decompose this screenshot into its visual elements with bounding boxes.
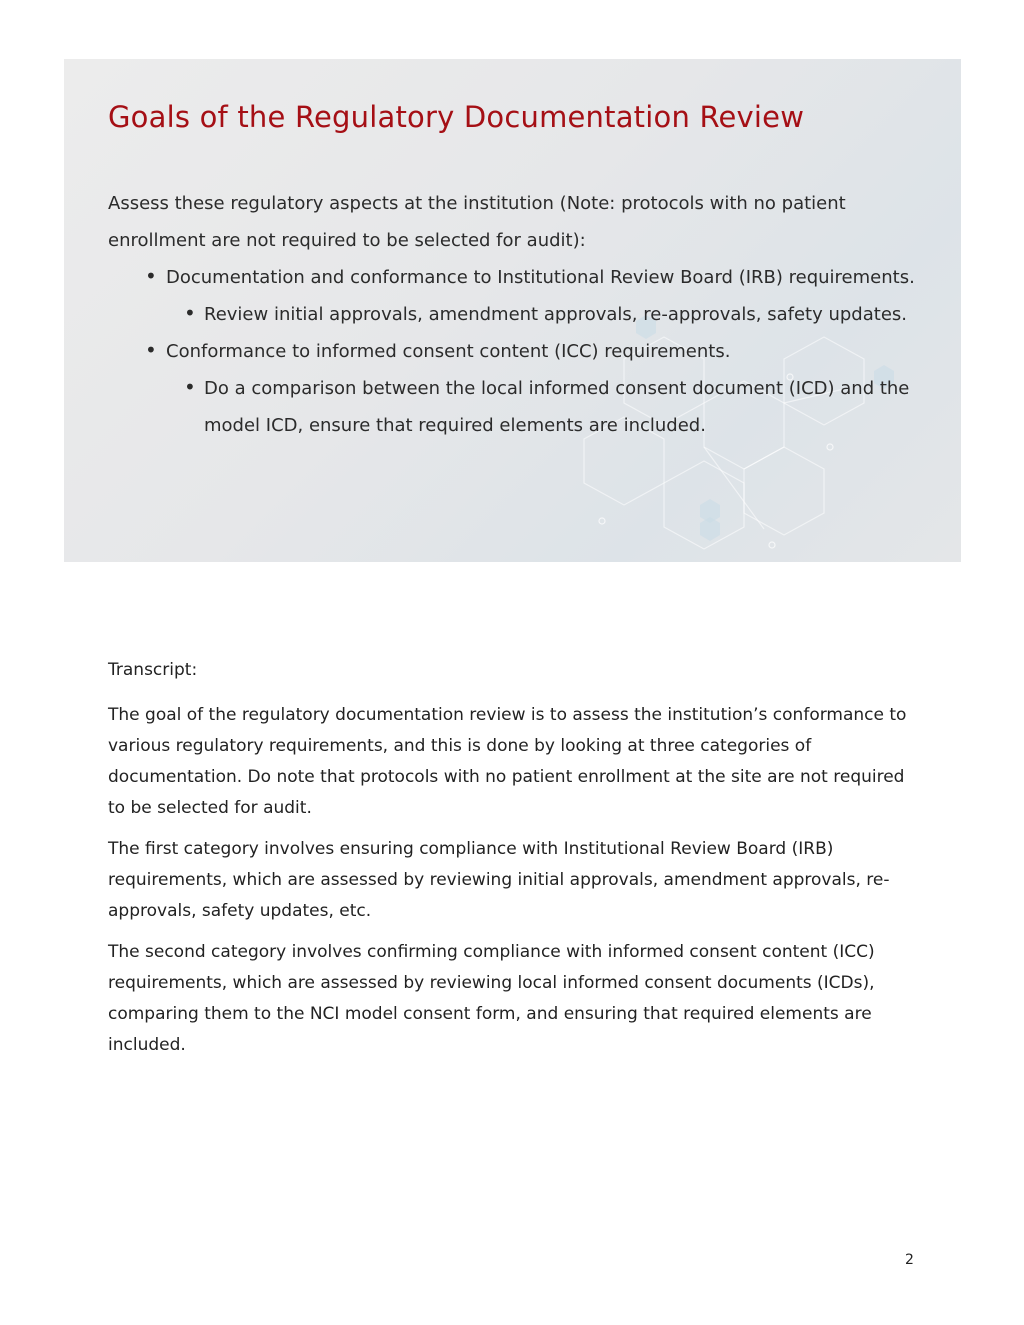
bullet-point-icon: • xyxy=(145,338,157,362)
transcript-paragraph: The first category involves ensuring compliance with Institutional Review Board (IRB) requirements, which are assessed by reviewing initial approvals, amendment approvals, re-approvals, safety updates, etc. xyxy=(108,839,890,921)
bullet-text: Conformance to informed consent content (ICC) requirements. xyxy=(166,341,731,362)
slide-panel xyxy=(64,59,961,562)
bullet-point-icon: • xyxy=(184,301,196,325)
bullet-point-icon: • xyxy=(184,375,196,399)
bullet-icc xyxy=(108,333,928,370)
transcript-section xyxy=(108,655,920,1071)
sub-bullet-review-approvals xyxy=(108,296,928,333)
transcript-label: Transcript: xyxy=(108,660,198,680)
slide-content xyxy=(108,97,928,444)
slide-title: Goals of the Regulatory Documentation Review xyxy=(108,100,805,134)
transcript-paragraph: The goal of the regulatory documentation review is to assess the institution’s conformance to various regulatory requirements, and this is done by looking at three categories of documentation. Do note that protocols with no patient enrollment at the site are not required to be selected for audit. xyxy=(108,705,907,818)
bullet-text: Review initial approvals, amendment approvals, re-approvals, safety updates. xyxy=(204,304,907,325)
page-number: 2 xyxy=(905,1252,914,1268)
bullet-point-icon: • xyxy=(145,264,157,288)
transcript-paragraph: The second category involves confirming compliance with informed consent content (ICC) requirements, which are assessed by reviewing local informed consent documents (ICDs), comparing them to the NCI model consent form, and ensuring that required elements are included. xyxy=(108,942,875,1055)
bullet-text: Documentation and conformance to Institutional Review Board (IRB) requirements. xyxy=(166,267,915,288)
sub-bullet-icd-comparison xyxy=(108,370,928,444)
bullet-list xyxy=(108,259,928,444)
bullet-irb xyxy=(108,259,928,296)
intro-text: Assess these regulatory aspects at the institution (Note: protocols with no patient enrollment are not required to be selected for audit): xyxy=(108,193,846,251)
bullet-text: Do a comparison between the local informed consent document (ICD) and the model ICD, ensure that required elements are included. xyxy=(204,378,910,436)
